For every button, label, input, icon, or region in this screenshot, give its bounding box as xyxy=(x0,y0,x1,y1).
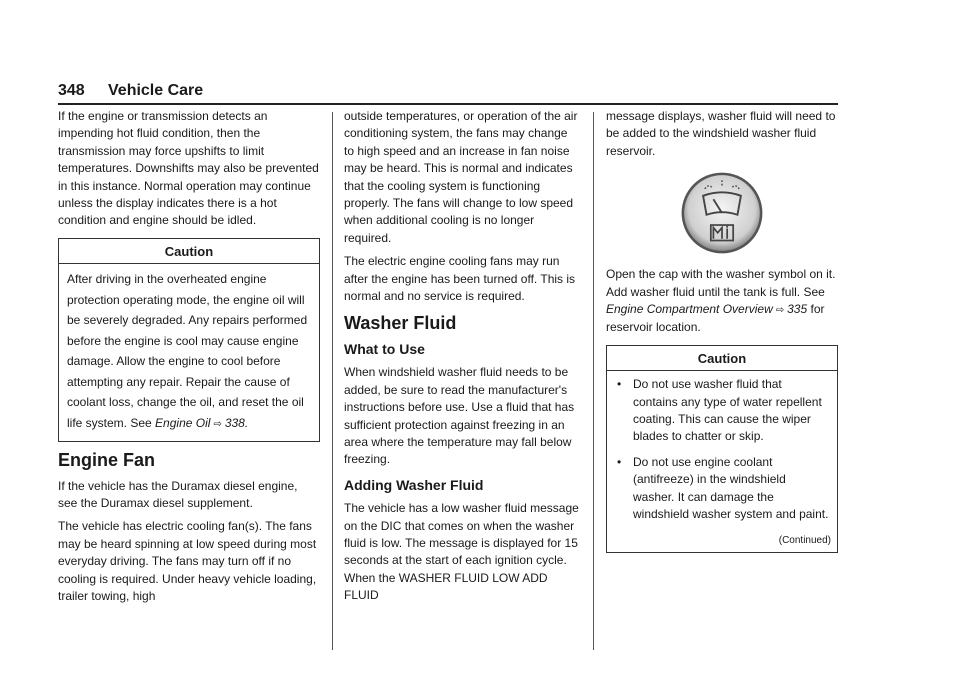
caution-title: Caution xyxy=(607,346,837,371)
caution-list xyxy=(615,376,829,523)
column-2 xyxy=(344,108,580,611)
paragraph xyxy=(606,266,838,337)
paragraph-text: for reservoir location. xyxy=(606,302,825,335)
heading-washer-fluid: Washer Fluid xyxy=(344,313,457,334)
xref-page: 335 xyxy=(787,302,808,317)
caution-text: After driving in the overheated engine protection operating mode, the engine oil will be severely degraded. Any repairs performed before the engine is cool may cause engine damage. Allow the engine to cool before attempting any repair. Repair the cause of coolant loss, change the oil, and reset the oil life system. See xyxy=(67,272,308,430)
header-rule xyxy=(58,103,838,105)
subheading-what-to-use: What to Use xyxy=(344,340,425,357)
xref-end: . xyxy=(244,415,249,430)
heading-engine-fan: Engine Fan xyxy=(58,450,156,471)
paragraph: The electric engine cooling fans may run after the engine has been turned off. This is normal and no service is required. xyxy=(344,254,576,304)
xref-title: Engine Compartment Overview xyxy=(606,302,773,317)
paragraph-text: Open the cap with the washer symbol on it. Add washer fluid until the tank is full. See xyxy=(606,267,836,299)
caution-body xyxy=(607,371,837,537)
page-ref-arrow-icon: ⇨ xyxy=(775,305,785,317)
paragraph: message displays, washer fluid will need to be added to the windshield washer fluid reservoir. xyxy=(606,109,836,158)
column-1 xyxy=(58,108,320,612)
caution-box xyxy=(606,345,838,553)
washer-fluid-cap-icon xyxy=(606,170,838,260)
list-item: • Do not use engine coolant (antifreeze) in the windshield washer. It can damage the windshield washer system and paint. xyxy=(615,454,829,524)
paragraph: When windshield washer fluid needs to be added, be sure to read the manufacturer's instructions before use. Use a fluid that has sufficient protection against freezing in an area where the temperature may fall below freezing. xyxy=(344,365,575,467)
xref-title: Engine Oil xyxy=(155,415,211,430)
subheading-adding-washer-fluid: Adding Washer Fluid xyxy=(344,476,484,493)
paragraph: The vehicle has a low washer fluid message on the DIC that comes on when the washer fluid is low. The message is displayed for 15 seconds at the start of each ignition cycle. When the WASHER FLUID LOW ADD FLUID xyxy=(344,501,579,603)
column-3 xyxy=(606,108,838,563)
paragraph: outside temperatures, or operation of the air conditioning system, the fans may change to high speed and an increase in fan noise may be heard. This is normal and indicates that the cooling system is functioning properly. The fans will change to low speed when additional cooling is no longer required. xyxy=(344,109,578,245)
page-number: 348 xyxy=(58,82,85,99)
column-divider xyxy=(593,112,594,650)
caution-body xyxy=(59,264,319,441)
list-item: • Do not use washer fluid that contains any type of water repellent coating. This can cause the wiper blades to chatter or skip. xyxy=(615,376,829,446)
continued-label: (Continued) xyxy=(778,534,831,546)
paragraph: If the engine or transmission detects an impending hot fluid condition, then the transmission may force upshifts to limit temperatures. Downshifts may also be prevented in this instance. Normal operation may continue unless the display indicates there is a hot condition and engine should be idled. xyxy=(58,109,319,228)
caution-box xyxy=(58,238,320,442)
caution-title: Caution xyxy=(59,239,319,264)
page-ref-arrow-icon: ⇨ xyxy=(213,418,222,430)
xref-page: 338 xyxy=(224,415,245,430)
xref-link-engine-compartment[interactable] xyxy=(606,302,807,316)
washer-symbol-icon xyxy=(679,170,765,256)
column-divider xyxy=(332,112,333,650)
xref-link-engine-oil[interactable] xyxy=(155,416,248,430)
paragraph: The vehicle has electric cooling fan(s). The fans may be heard spinning at low speed during most everyday driving. The fans may turn off if no cooling is required. Under heavy vehicle loading, trailer towing, high xyxy=(58,519,317,604)
paragraph: If the vehicle has the Duramax diesel engine, see the Duramax diesel supplement. xyxy=(58,478,298,511)
section-title: Vehicle Care xyxy=(108,82,204,99)
